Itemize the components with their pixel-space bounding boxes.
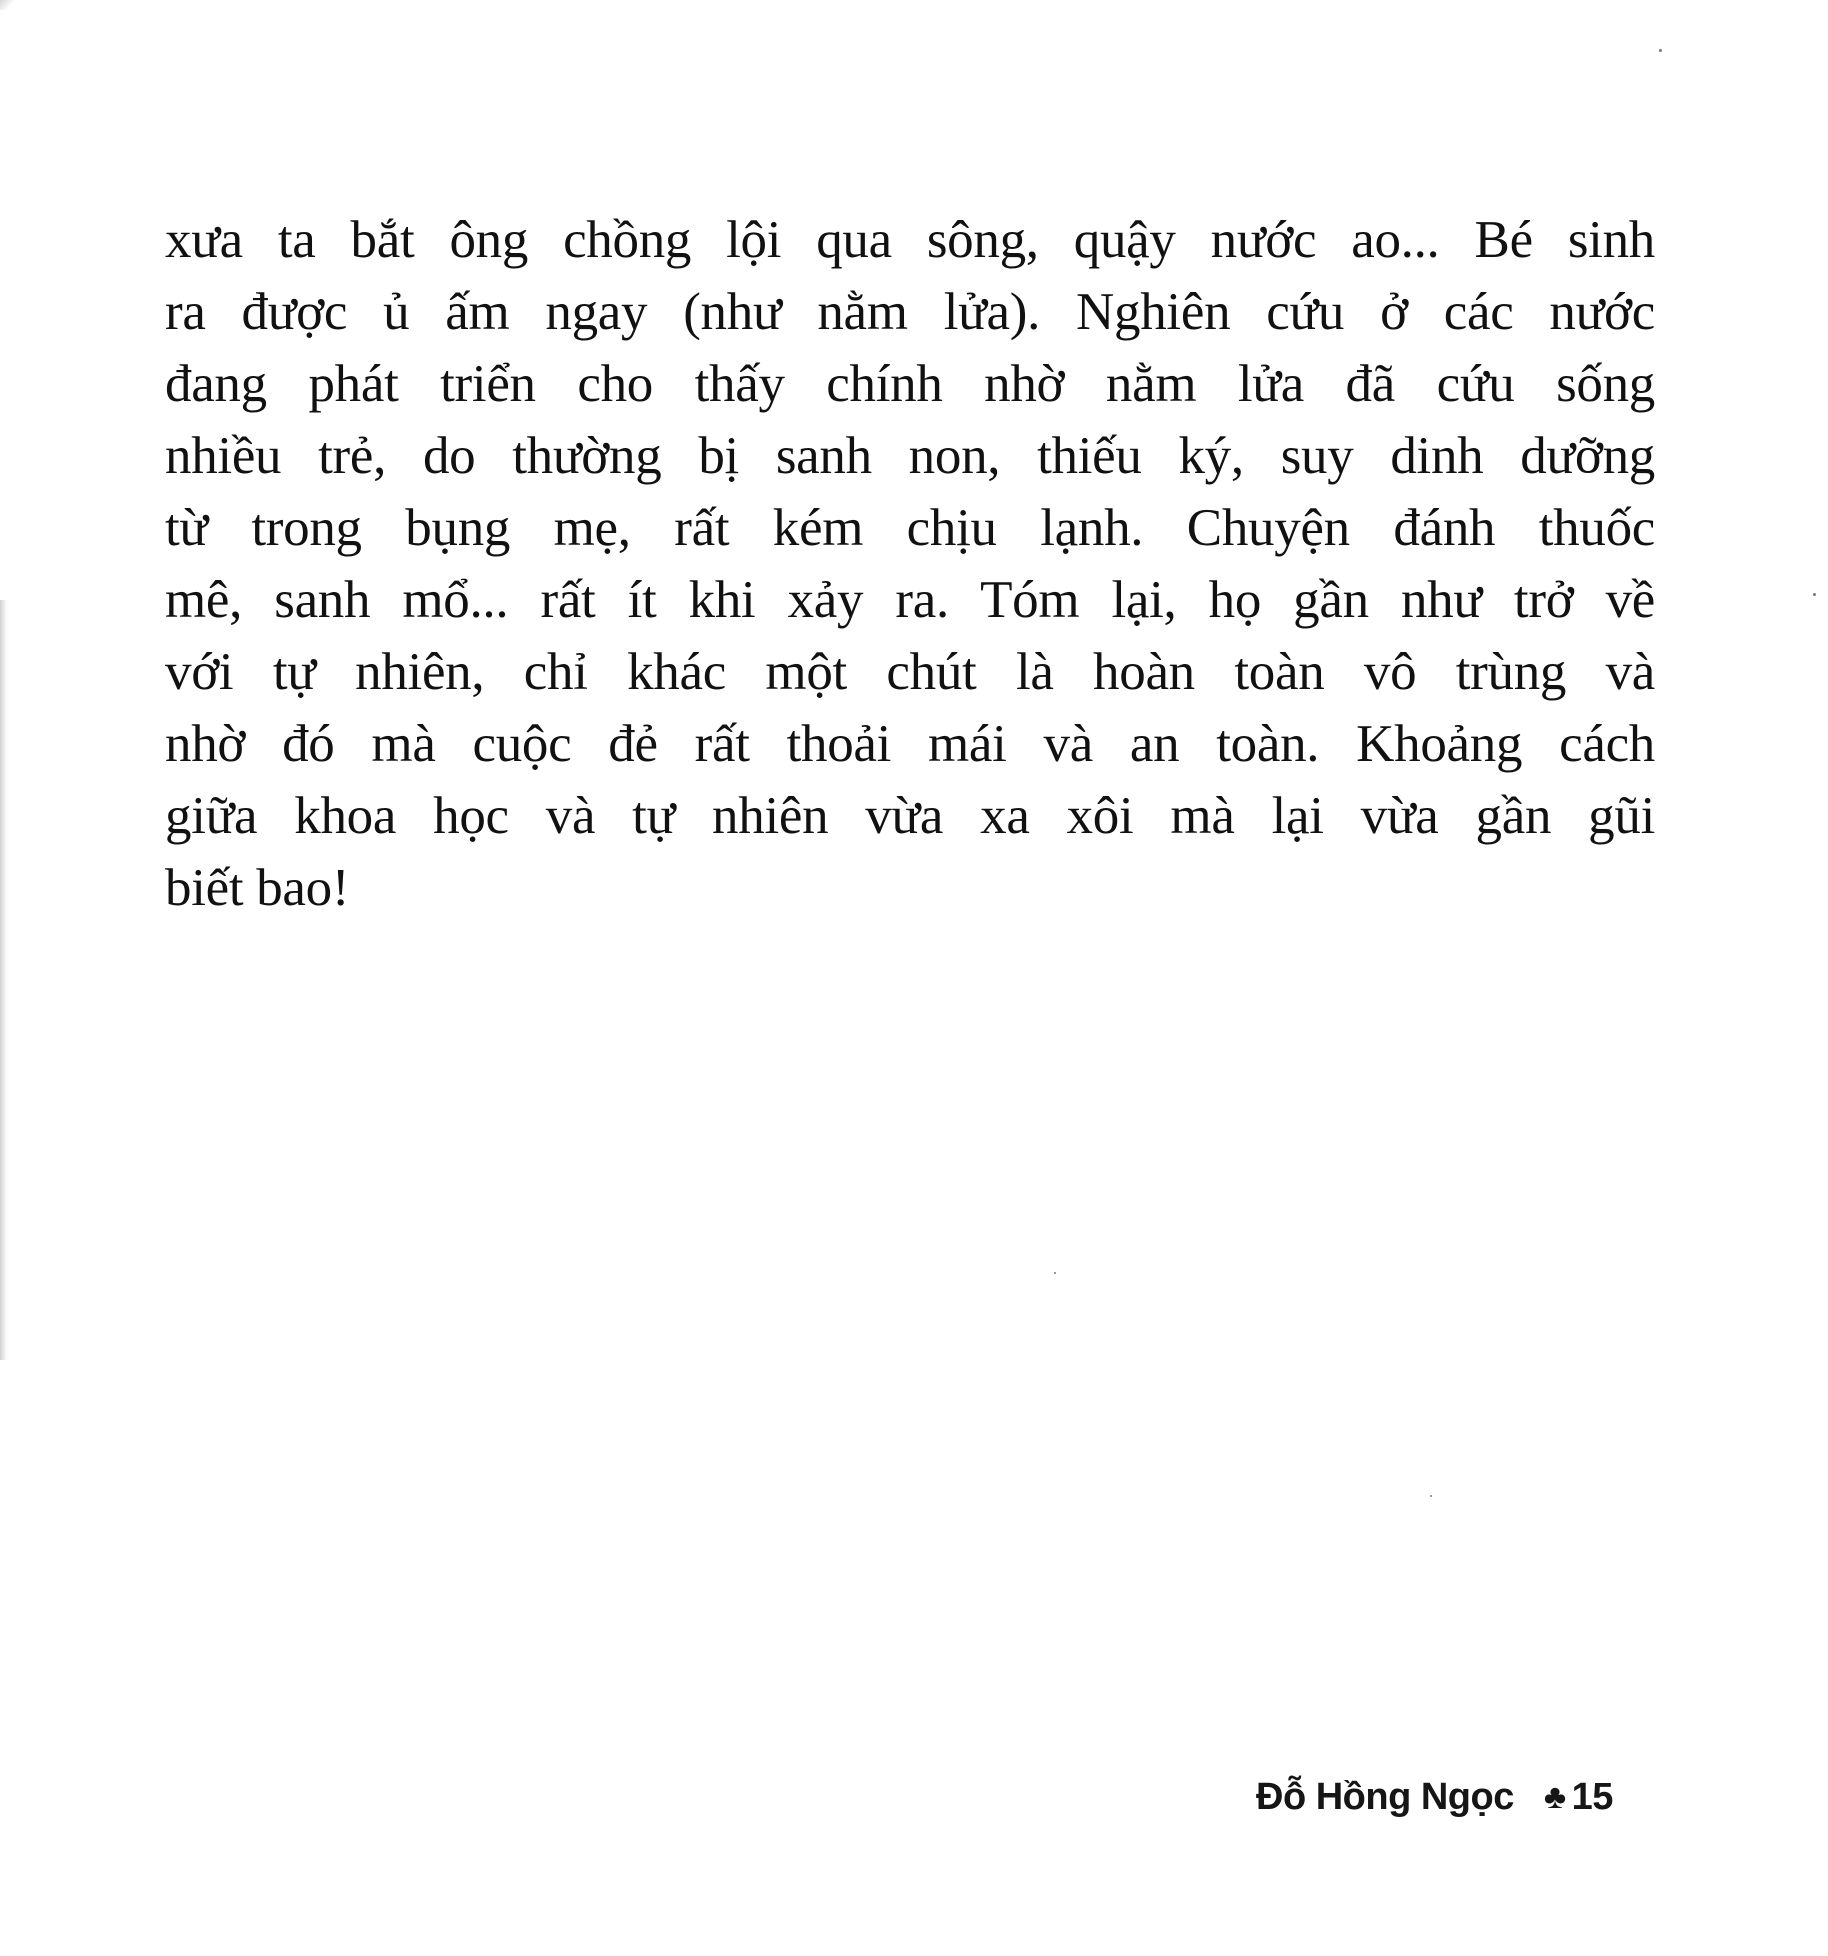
text-line: biết bao! (165, 859, 350, 917)
body-paragraph (165, 204, 1655, 924)
text-line: giữa khoa học và tự nhiên vừa xa xôi mà lại vừa gần gũi (165, 787, 1655, 845)
scan-speck (1659, 49, 1662, 52)
scan-speck (1430, 1495, 1432, 1497)
text-line: nhiều trẻ, do thường bị sanh non, thiếu ký, suy dinh dưỡng (165, 427, 1655, 485)
text-line: ra được ủ ấm ngay (như nằm lửa). Nghiên cứu ở các nước (165, 283, 1655, 341)
page-footer (1256, 1772, 1613, 1822)
page-number: 15 (1571, 1775, 1613, 1818)
text-line: đang phát triển cho thấy chính nhờ nằm lửa đã cứu sống (165, 355, 1655, 413)
text-line: nhờ đó mà cuộc đẻ rất thoải mái và an toàn. Khoảng cách (165, 715, 1655, 773)
scan-speck (1054, 1272, 1056, 1274)
text-line: từ trong bụng mẹ, rất kém chịu lạnh. Chuyện đánh thuốc (165, 499, 1655, 557)
scan-corner-artifact (0, 0, 14, 10)
text-line: với tự nhiên, chỉ khác một chút là hoàn toàn vô trùng và (165, 643, 1655, 701)
club-icon: ♣ (1543, 1778, 1566, 1816)
text-line: mê, sanh mổ... rất ít khi xảy ra. Tóm lại, họ gần như trở về (165, 571, 1655, 629)
scan-speck (1813, 593, 1816, 596)
scan-edge-artifact (0, 600, 10, 1360)
text-line: xưa ta bắt ông chồng lội qua sông, quậy nước ao... Bé sinh (165, 211, 1655, 269)
author-name: Đỗ Hồng Ngọc (1256, 1775, 1514, 1818)
